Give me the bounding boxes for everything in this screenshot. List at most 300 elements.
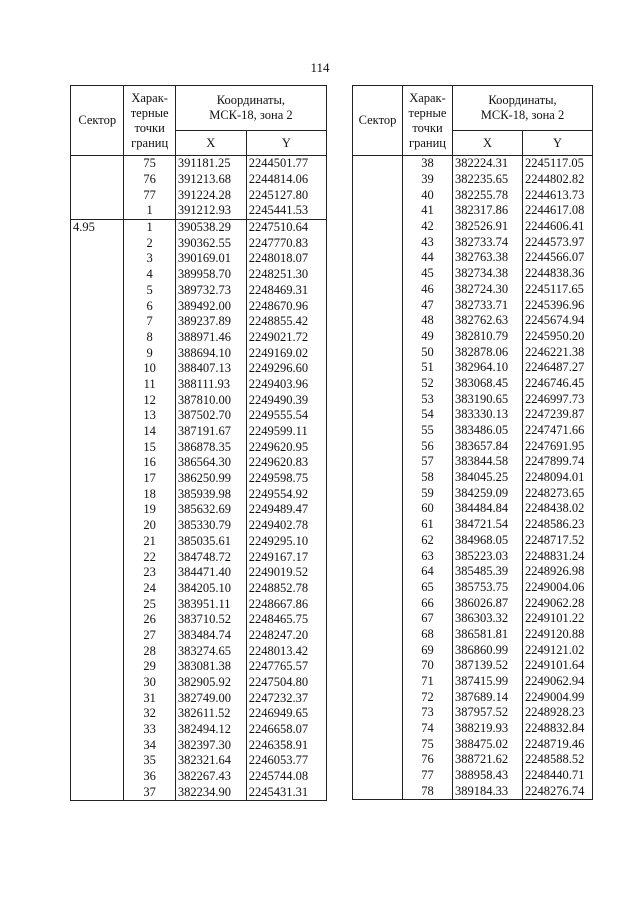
x-coordinate-cell: 383190.65 <box>453 391 523 407</box>
sector-cell <box>71 628 124 644</box>
table-row <box>353 438 593 454</box>
point-number-cell: 75 <box>403 736 453 752</box>
x-coordinate-cell: 385632.69 <box>175 502 246 518</box>
sector-cell <box>71 675 124 691</box>
y-coordinate-cell: 2248832.84 <box>523 721 593 737</box>
point-number-cell: 77 <box>403 768 453 784</box>
y-coordinate-cell: 2248438.02 <box>523 501 593 517</box>
sector-cell <box>71 439 124 455</box>
x-coordinate-cell: 388111.93 <box>175 377 246 393</box>
table-row <box>71 377 327 393</box>
point-number-cell: 1 <box>124 203 175 219</box>
y-coordinate-cell: 2248251.30 <box>246 267 326 283</box>
x-coordinate-cell: 389958.70 <box>175 267 246 283</box>
sector-cell <box>71 361 124 377</box>
y-coordinate-cell: 2249599.11 <box>246 424 326 440</box>
x-coordinate-cell: 383484.74 <box>175 628 246 644</box>
point-number-cell: 41 <box>403 203 453 219</box>
table-row <box>353 297 593 313</box>
x-coordinate-cell: 389492.00 <box>175 298 246 314</box>
point-number-cell: 55 <box>403 423 453 439</box>
y-coordinate-cell: 2248013.42 <box>246 643 326 659</box>
point-number-cell: 8 <box>124 330 175 346</box>
x-coordinate-cell: 388958.43 <box>453 768 523 784</box>
sector-cell <box>353 407 403 423</box>
y-coordinate-cell: 2245431.31 <box>246 785 326 801</box>
sector-cell <box>353 611 403 627</box>
point-number-cell: 27 <box>124 628 175 644</box>
point-number-cell: 21 <box>124 534 175 550</box>
boundary-points-header: Харак- терные точки границ <box>403 86 453 156</box>
x-coordinate-cell: 384259.09 <box>453 485 523 501</box>
table-row <box>353 595 593 611</box>
sector-cell <box>353 360 403 376</box>
sector-cell <box>71 283 124 299</box>
y-coordinate-cell: 2249101.64 <box>523 658 593 674</box>
x-coordinate-cell: 382235.65 <box>453 172 523 188</box>
sector-cell <box>353 642 403 658</box>
point-number-cell: 13 <box>124 408 175 424</box>
sector-cell <box>71 187 124 203</box>
x-coordinate-cell: 386250.99 <box>175 471 246 487</box>
x-coordinate-cell: 382267.43 <box>175 769 246 785</box>
sector-cell <box>353 517 403 533</box>
y-coordinate-cell: 2246997.73 <box>523 391 593 407</box>
sector-cell <box>353 329 403 345</box>
x-coordinate-cell: 387810.00 <box>175 392 246 408</box>
sector-cell <box>353 705 403 721</box>
table-row <box>71 486 327 502</box>
y-coordinate-cell: 2244802.82 <box>523 172 593 188</box>
table-row <box>71 251 327 267</box>
x-coordinate-cell: 386564.30 <box>175 455 246 471</box>
table-row <box>353 548 593 564</box>
point-number-cell: 43 <box>403 234 453 250</box>
point-number-cell: 36 <box>124 769 175 785</box>
y-coordinate-cell: 2247471.66 <box>523 423 593 439</box>
point-number-cell: 15 <box>124 439 175 455</box>
point-number-cell: 52 <box>403 376 453 392</box>
sector-cell <box>71 785 124 801</box>
y-coordinate-cell: 2249169.02 <box>246 345 326 361</box>
table-row <box>353 234 593 250</box>
x-coordinate-cell: 382733.71 <box>453 297 523 313</box>
y-coordinate-cell: 2249296.60 <box>246 361 326 377</box>
x-coordinate-cell: 384484.84 <box>453 501 523 517</box>
table-row <box>353 470 593 486</box>
y-coordinate-cell: 2249062.28 <box>523 595 593 611</box>
point-number-cell: 1 <box>124 219 175 235</box>
point-number-cell: 46 <box>403 282 453 298</box>
y-coordinate-cell: 2246746.45 <box>523 376 593 392</box>
point-number-cell: 19 <box>124 502 175 518</box>
x-coordinate-cell: 385330.79 <box>175 518 246 534</box>
point-number-cell: 35 <box>124 753 175 769</box>
table-row <box>71 424 327 440</box>
y-coordinate-cell: 2248667.86 <box>246 596 326 612</box>
table-row <box>353 313 593 329</box>
sector-cell <box>353 580 403 596</box>
sector-cell <box>353 768 403 784</box>
y-coordinate-cell: 2248276.74 <box>523 784 593 800</box>
x-coordinate-cell: 384748.72 <box>175 549 246 565</box>
page-number: 114 <box>310 60 330 75</box>
y-coordinate-cell: 2248273.65 <box>523 485 593 501</box>
x-coordinate-cell: 383657.84 <box>453 438 523 454</box>
y-coordinate-cell: 2249167.17 <box>246 549 326 565</box>
y-coordinate-cell: 2249062.94 <box>523 674 593 690</box>
point-number-cell: 69 <box>403 642 453 658</box>
point-number-cell: 22 <box>124 549 175 565</box>
x-coordinate-cell: 389184.33 <box>453 784 523 800</box>
point-number-cell: 12 <box>124 392 175 408</box>
sector-cell <box>353 219 403 235</box>
x-coordinate-cell: 391224.28 <box>175 187 246 203</box>
y-coordinate-cell: 2248926.98 <box>523 564 593 580</box>
sector-cell <box>71 298 124 314</box>
table-row <box>71 518 327 534</box>
x-coordinate-cell: 387689.14 <box>453 689 523 705</box>
point-number-cell: 18 <box>124 486 175 502</box>
point-number-cell: 25 <box>124 596 175 612</box>
sector-cell <box>353 533 403 549</box>
table-row <box>353 580 593 596</box>
y-coordinate-cell: 2246658.07 <box>246 722 326 738</box>
y-coordinate-cell: 2245744.08 <box>246 769 326 785</box>
table-row <box>353 689 593 705</box>
sector-cell <box>353 376 403 392</box>
table-row <box>71 172 327 188</box>
coordinates-header: Координаты, МСК-18, зона 2 <box>175 86 326 131</box>
sector-cell <box>71 612 124 628</box>
sector-cell <box>353 266 403 282</box>
y-coordinate-cell: 2248855.42 <box>246 314 326 330</box>
table-row <box>71 219 327 235</box>
x-coordinate-cell: 383486.05 <box>453 423 523 439</box>
sector-cell <box>71 596 124 612</box>
point-number-cell: 73 <box>403 705 453 721</box>
sector-cell <box>71 345 124 361</box>
x-coordinate-cell: 386878.35 <box>175 439 246 455</box>
table-row <box>71 361 327 377</box>
x-coordinate-cell: 386303.32 <box>453 611 523 627</box>
table-row <box>353 533 593 549</box>
x-coordinate-cell: 387502.70 <box>175 408 246 424</box>
y-coordinate-cell: 2247510.64 <box>246 219 326 235</box>
y-coordinate-cell: 2249402.78 <box>246 518 326 534</box>
x-coordinate-cell: 387415.99 <box>453 674 523 690</box>
y-coordinate-cell: 2248586.23 <box>523 517 593 533</box>
sector-cell <box>71 267 124 283</box>
table-row <box>71 706 327 722</box>
point-number-cell: 63 <box>403 548 453 564</box>
sector-cell <box>71 455 124 471</box>
x-coordinate-cell: 387139.52 <box>453 658 523 674</box>
y-coordinate-cell: 2248465.75 <box>246 612 326 628</box>
sector-cell <box>71 251 124 267</box>
x-coordinate-cell: 382762.63 <box>453 313 523 329</box>
sector-cell <box>353 297 403 313</box>
point-number-cell: 39 <box>403 172 453 188</box>
x-coordinate-cell: 382810.79 <box>453 329 523 345</box>
y-coordinate-cell: 2249620.95 <box>246 439 326 455</box>
table-row <box>353 282 593 298</box>
sector-cell <box>71 314 124 330</box>
point-number-cell: 65 <box>403 580 453 596</box>
sector-cell <box>353 203 403 219</box>
table-row <box>71 267 327 283</box>
table-row <box>353 203 593 219</box>
table-row <box>353 642 593 658</box>
sector-cell <box>353 784 403 800</box>
sector-cell <box>71 471 124 487</box>
table-row <box>71 408 327 424</box>
table-row <box>71 298 327 314</box>
table-row <box>71 156 327 172</box>
table-row <box>353 658 593 674</box>
table-row <box>353 784 593 800</box>
table-row <box>71 565 327 581</box>
sector-cell <box>353 187 403 203</box>
coordinates-table-right <box>352 85 593 800</box>
point-number-cell: 62 <box>403 533 453 549</box>
x-coordinate-cell: 382724.30 <box>453 282 523 298</box>
x-coordinate-cell: 383068.45 <box>453 376 523 392</box>
x-coordinate-cell: 389237.89 <box>175 314 246 330</box>
sector-cell <box>353 595 403 611</box>
sector-cell <box>353 752 403 768</box>
sector-cell <box>353 564 403 580</box>
y-header: Y <box>246 131 326 156</box>
point-number-cell: 77 <box>124 187 175 203</box>
x-coordinate-cell: 382878.06 <box>453 344 523 360</box>
sector-cell <box>71 659 124 675</box>
table-row <box>71 235 327 251</box>
y-coordinate-cell: 2249555.54 <box>246 408 326 424</box>
table-row <box>71 502 327 518</box>
y-coordinate-cell: 2249021.72 <box>246 330 326 346</box>
sector-cell <box>71 424 124 440</box>
point-number-cell: 5 <box>124 283 175 299</box>
sector-cell <box>71 643 124 659</box>
point-number-cell: 75 <box>124 156 175 172</box>
y-coordinate-cell: 2244814.06 <box>246 172 326 188</box>
x-coordinate-cell: 391181.25 <box>175 156 246 172</box>
y-coordinate-cell: 2244617.08 <box>523 203 593 219</box>
table-row <box>71 722 327 738</box>
x-coordinate-cell: 383951.11 <box>175 596 246 612</box>
x-coordinate-cell: 387191.67 <box>175 424 246 440</box>
table-row <box>353 219 593 235</box>
table-row <box>71 455 327 471</box>
point-number-cell: 42 <box>403 219 453 235</box>
sector-cell <box>71 534 124 550</box>
x-coordinate-cell: 384471.40 <box>175 565 246 581</box>
point-number-cell: 56 <box>403 438 453 454</box>
point-number-cell: 66 <box>403 595 453 611</box>
y-coordinate-cell: 2244838.36 <box>523 266 593 282</box>
point-number-cell: 54 <box>403 407 453 423</box>
sector-cell <box>71 172 124 188</box>
point-number-cell: 17 <box>124 471 175 487</box>
y-coordinate-cell: 2244566.07 <box>523 250 593 266</box>
x-coordinate-cell: 385035.61 <box>175 534 246 550</box>
table-row <box>353 454 593 470</box>
x-coordinate-cell: 388407.13 <box>175 361 246 377</box>
table-row <box>71 628 327 644</box>
y-coordinate-cell: 2246358.91 <box>246 737 326 753</box>
point-number-cell: 11 <box>124 377 175 393</box>
sector-cell <box>353 172 403 188</box>
point-number-cell: 47 <box>403 297 453 313</box>
y-coordinate-cell: 2248094.01 <box>523 470 593 486</box>
coordinates-header: Координаты, МСК-18, зона 2 <box>453 86 593 131</box>
point-number-cell: 30 <box>124 675 175 691</box>
y-coordinate-cell: 2247770.83 <box>246 235 326 251</box>
point-number-cell: 44 <box>403 250 453 266</box>
point-number-cell: 31 <box>124 690 175 706</box>
point-number-cell: 70 <box>403 658 453 674</box>
x-coordinate-cell: 387957.52 <box>453 705 523 721</box>
table-row <box>71 737 327 753</box>
table-row <box>71 675 327 691</box>
x-coordinate-cell: 390362.55 <box>175 235 246 251</box>
x-coordinate-cell: 382526.91 <box>453 219 523 235</box>
sector-cell <box>353 234 403 250</box>
sector-cell <box>71 203 124 219</box>
x-coordinate-cell: 382397.30 <box>175 737 246 753</box>
point-number-cell: 6 <box>124 298 175 314</box>
x-coordinate-cell: 382734.38 <box>453 266 523 282</box>
table-row <box>71 283 327 299</box>
point-number-cell: 7 <box>124 314 175 330</box>
table-row <box>71 187 327 203</box>
sector-cell <box>71 486 124 502</box>
point-number-cell: 59 <box>403 485 453 501</box>
sector-cell <box>71 518 124 534</box>
x-coordinate-cell: 383844.58 <box>453 454 523 470</box>
table-row <box>353 721 593 737</box>
x-coordinate-cell: 382321.64 <box>175 753 246 769</box>
point-number-cell: 68 <box>403 627 453 643</box>
point-number-cell: 60 <box>403 501 453 517</box>
y-coordinate-cell: 2248670.96 <box>246 298 326 314</box>
x-header: X <box>453 131 523 156</box>
table-row <box>71 345 327 361</box>
y-coordinate-cell: 2245441.53 <box>246 203 326 219</box>
table-row <box>71 612 327 628</box>
table-row <box>71 690 327 706</box>
point-number-cell: 74 <box>403 721 453 737</box>
sector-cell <box>71 769 124 785</box>
table-row <box>353 329 593 345</box>
sector-cell <box>353 282 403 298</box>
sector-cell <box>71 581 124 597</box>
sector-cell <box>353 470 403 486</box>
point-number-cell: 57 <box>403 454 453 470</box>
table-row <box>353 172 593 188</box>
y-coordinate-cell: 2245117.65 <box>523 282 593 298</box>
point-number-cell: 49 <box>403 329 453 345</box>
point-number-cell: 71 <box>403 674 453 690</box>
table-row <box>71 769 327 785</box>
y-coordinate-cell: 2249295.10 <box>246 534 326 550</box>
point-number-cell: 37 <box>124 785 175 801</box>
sector-cell <box>71 690 124 706</box>
point-number-cell: 34 <box>124 737 175 753</box>
x-coordinate-cell: 388721.62 <box>453 752 523 768</box>
x-coordinate-cell: 388971.46 <box>175 330 246 346</box>
x-coordinate-cell: 385485.39 <box>453 564 523 580</box>
x-coordinate-cell: 382224.31 <box>453 156 523 172</box>
point-number-cell: 28 <box>124 643 175 659</box>
sector-cell <box>71 753 124 769</box>
point-number-cell: 53 <box>403 391 453 407</box>
sector-cell <box>353 548 403 564</box>
y-coordinate-cell: 2249019.52 <box>246 565 326 581</box>
y-coordinate-cell: 2249489.47 <box>246 502 326 518</box>
y-coordinate-cell: 2248831.24 <box>523 548 593 564</box>
table-row <box>71 581 327 597</box>
sector-cell <box>71 706 124 722</box>
point-number-cell: 20 <box>124 518 175 534</box>
y-coordinate-cell: 2245396.96 <box>523 297 593 313</box>
y-coordinate-cell: 2248588.52 <box>523 752 593 768</box>
y-coordinate-cell: 2248717.52 <box>523 533 593 549</box>
x-coordinate-cell: 382733.74 <box>453 234 523 250</box>
sector-cell <box>71 565 124 581</box>
table-row <box>71 330 327 346</box>
x-coordinate-cell: 382905.92 <box>175 675 246 691</box>
y-coordinate-cell: 2248852.78 <box>246 581 326 597</box>
y-coordinate-cell: 2246053.77 <box>246 753 326 769</box>
point-number-cell: 32 <box>124 706 175 722</box>
sector-cell <box>353 391 403 407</box>
table-row <box>353 423 593 439</box>
table-row <box>353 501 593 517</box>
x-coordinate-cell: 383330.13 <box>453 407 523 423</box>
table-row <box>353 156 593 172</box>
y-coordinate-cell: 2248719.46 <box>523 736 593 752</box>
y-coordinate-cell: 2249554.92 <box>246 486 326 502</box>
point-number-cell: 50 <box>403 344 453 360</box>
x-coordinate-cell: 382611.52 <box>175 706 246 722</box>
x-coordinate-cell: 383710.52 <box>175 612 246 628</box>
sector-cell <box>353 674 403 690</box>
point-number-cell: 3 <box>124 251 175 267</box>
table-row <box>353 187 593 203</box>
sector-cell <box>71 408 124 424</box>
point-number-cell: 67 <box>403 611 453 627</box>
table-row <box>353 407 593 423</box>
y-coordinate-cell: 2244613.73 <box>523 187 593 203</box>
sector-cell <box>353 313 403 329</box>
y-coordinate-cell: 2245674.94 <box>523 313 593 329</box>
table-row <box>71 785 327 801</box>
x-header: X <box>175 131 246 156</box>
y-coordinate-cell: 2244606.41 <box>523 219 593 235</box>
x-coordinate-cell: 384968.05 <box>453 533 523 549</box>
table-row <box>71 596 327 612</box>
x-coordinate-cell: 391212.93 <box>175 203 246 219</box>
sector-cell <box>71 156 124 172</box>
x-coordinate-cell: 388219.93 <box>453 721 523 737</box>
y-coordinate-cell: 2245950.20 <box>523 329 593 345</box>
table-row <box>353 517 593 533</box>
point-number-cell: 45 <box>403 266 453 282</box>
y-coordinate-cell: 2248469.31 <box>246 283 326 299</box>
y-coordinate-cell: 2247765.57 <box>246 659 326 675</box>
